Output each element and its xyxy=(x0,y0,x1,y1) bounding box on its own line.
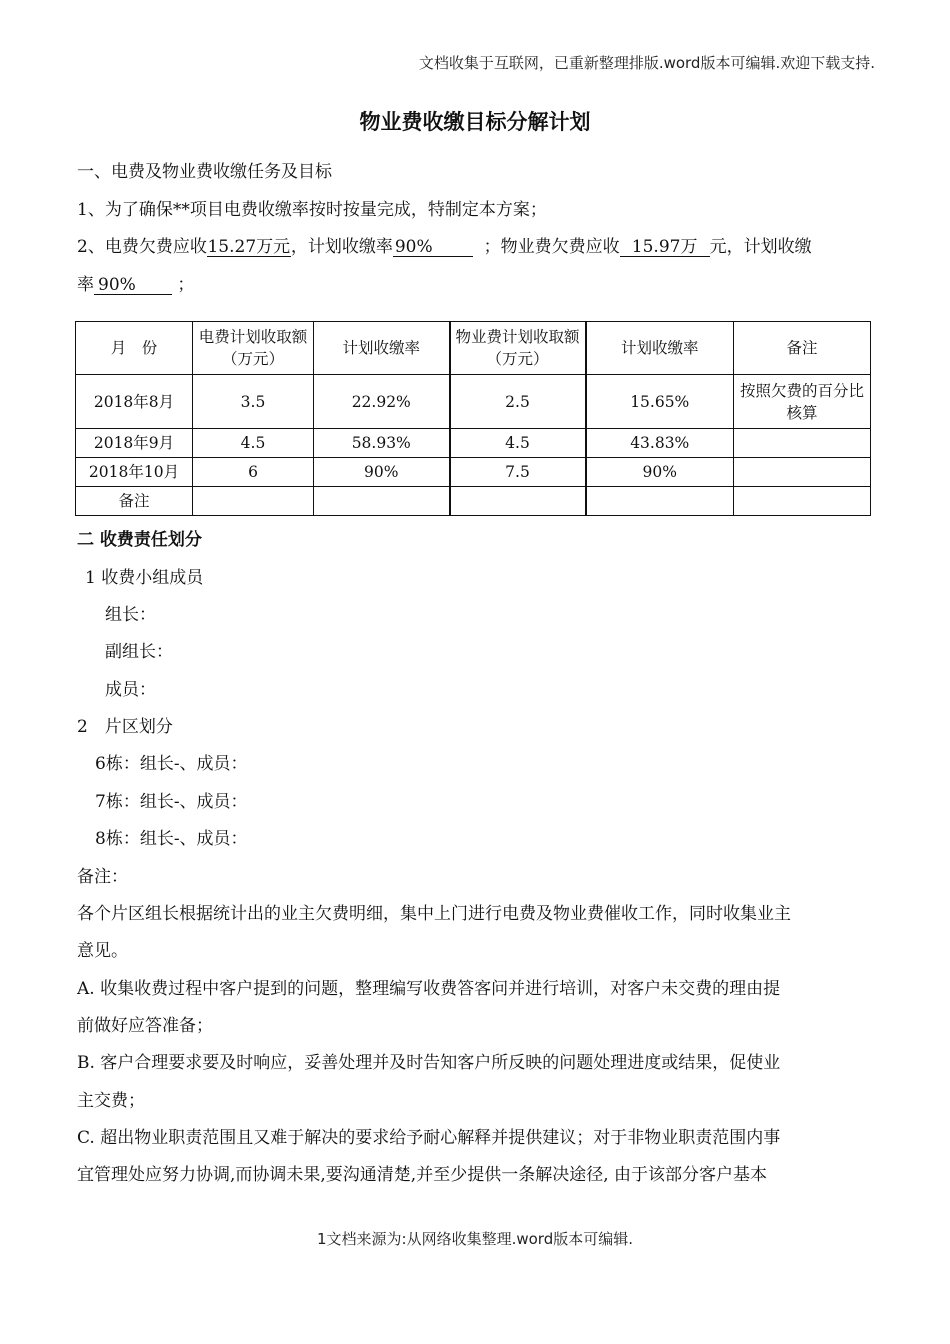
header-note: 备注 xyxy=(734,322,871,375)
cell-elec-rate: 58.93% xyxy=(314,429,450,458)
header-prop-plan: 物业费计划收取额（万元） xyxy=(450,322,586,375)
para-a-line1: A. 收集收费过程中客户提到的问题，整理编写收费答客问并进行培训，对客户未交费的理由提 xyxy=(77,979,781,999)
section2-heading: 二 收费责任划分 xyxy=(77,530,202,550)
cell-prop-rate: 90% xyxy=(586,458,734,487)
cell-elec: 6 xyxy=(193,458,314,487)
remark-label: 备注 xyxy=(76,487,193,516)
cell-prop-rate: 15.65% xyxy=(586,375,734,429)
item2-prefix: 2、电费欠费应收 xyxy=(77,237,207,257)
table-row xyxy=(76,375,871,429)
header-note: 文档收集于互联网，已重新整理排版.word版本可编辑.欢迎下载支持. xyxy=(418,54,875,72)
item2-suffix: ； xyxy=(177,275,195,295)
item2-mid1: ，计划收缴率 xyxy=(290,237,393,257)
item2-line2-prefix: 率 xyxy=(77,275,94,295)
section1-heading: 一、电费及物业费收缴任务及目标 xyxy=(77,162,332,182)
zone-item: 7栋：组长-、成员： xyxy=(95,792,248,812)
section1-item2-line2 xyxy=(77,270,194,295)
para-b-line1: B. 客户合理要求要及时响应，妥善处理并及时告知客户所反映的问题处理进度或结果，促使业 xyxy=(77,1053,781,1073)
sub1-heading: 1 收费小组成员 xyxy=(85,568,204,588)
para-c-line2: 宜管理处应努力协调,而协调未果,要沟通清楚,并至少提供一条解决途径, 由于该部分客户基本 xyxy=(77,1165,768,1185)
cell-elec: 3.5 xyxy=(193,375,314,429)
prop-arrears-amount: 15.97万 xyxy=(620,238,710,257)
cell-month: 2018年10月 xyxy=(76,458,193,487)
cell-prop-rate: 43.83% xyxy=(586,429,734,458)
cell-elec-rate: 90% xyxy=(314,458,450,487)
para-c-line1: C. 超出物业职责范围且又难于解决的要求给予耐心解释并提供建议；对于非物业职责范围内事 xyxy=(77,1128,781,1148)
cell-month: 2018年8月 xyxy=(76,375,193,429)
collection-plan-table xyxy=(75,321,871,516)
table-row xyxy=(76,429,871,458)
cell-elec-rate: 22.92% xyxy=(314,375,450,429)
header-elec-plan: 电费计划收取额（万元） xyxy=(193,322,314,375)
table-remark-row xyxy=(76,487,871,516)
group-vice-leader: 副组长： xyxy=(105,642,173,662)
zone-item: 8栋：组长-、成员： xyxy=(95,829,248,849)
para-a-line2: 前做好应答准备； xyxy=(77,1016,213,1036)
document-title: 物业费收缴目标分解计划 xyxy=(359,110,591,134)
elec-arrears-amount: 15.27万元 xyxy=(207,237,291,257)
header-prop-rate: 计划收缴率 xyxy=(586,322,734,375)
item2-mid3: 元，计划收缴 xyxy=(709,237,812,257)
cell-prop: 4.5 xyxy=(450,429,586,458)
cell-prop: 7.5 xyxy=(450,458,586,487)
prop-collection-rate: 90% xyxy=(94,276,172,295)
group-members: 成员： xyxy=(105,680,156,700)
sub2-heading: 2 片区划分 xyxy=(77,717,173,737)
para-b-line2: 主交费； xyxy=(77,1091,145,1111)
elec-collection-rate: 90% xyxy=(393,238,473,257)
cell-elec: 4.5 xyxy=(193,429,314,458)
footer-note: 1文档来源为:从网络收集整理.word版本可编辑. xyxy=(316,1230,633,1248)
item2-mid2: ；物业费欠费应收 xyxy=(483,237,620,257)
header-month: 月 份 xyxy=(76,322,193,375)
zone-item: 6栋：组长-、成员： xyxy=(95,754,248,774)
section1-item1: 1、为了确保**项目电费收缴率按时按量完成，特制定本方案； xyxy=(77,200,547,220)
para-main-line2: 意见。 xyxy=(77,941,128,961)
cell-month: 2018年9月 xyxy=(76,429,193,458)
cell-note xyxy=(734,458,871,487)
para-main-line1: 各个片区组长根据统计出的业主欠费明细，集中上门进行电费及物业费催收工作，同时收集业主 xyxy=(77,904,791,924)
group-leader: 组长： xyxy=(105,605,156,625)
table-header-row xyxy=(76,322,871,375)
header-elec-rate: 计划收缴率 xyxy=(314,322,450,375)
cell-note xyxy=(734,429,871,458)
remark-heading: 备注： xyxy=(77,867,128,887)
section1-item2-line1 xyxy=(77,232,812,257)
cell-note: 按照欠费的百分比核算 xyxy=(734,375,871,429)
cell-prop: 2.5 xyxy=(450,375,586,429)
table-row xyxy=(76,458,871,487)
